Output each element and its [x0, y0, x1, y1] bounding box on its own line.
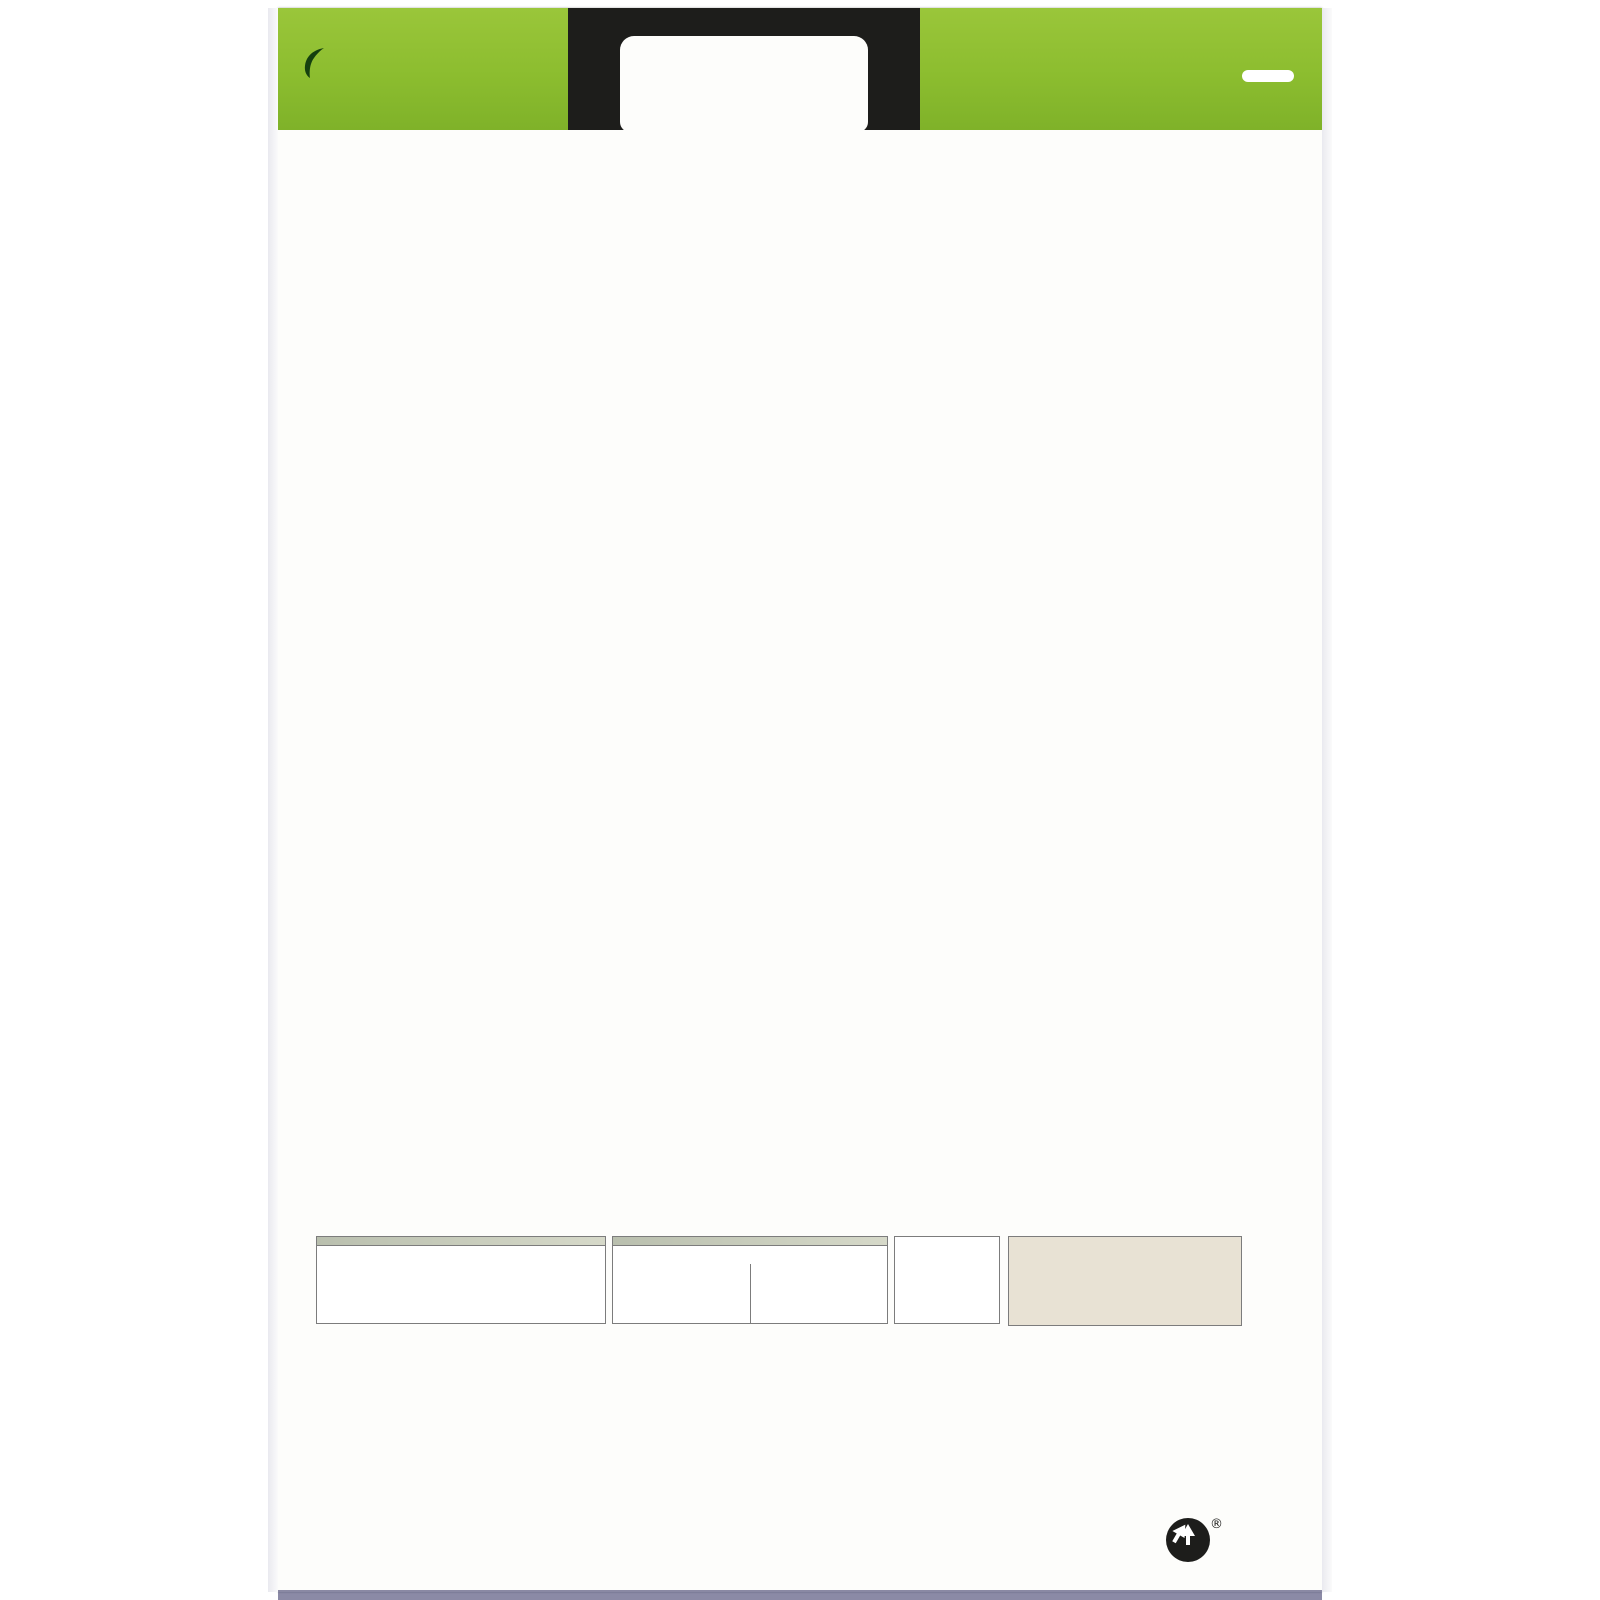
- recycle-icon: [1160, 1512, 1224, 1566]
- germination-title: [613, 1237, 887, 1246]
- seed-needed-title: [317, 1237, 605, 1246]
- packet-edge-left: [268, 8, 278, 1592]
- hang-tab: [568, 8, 920, 130]
- barcode-bars: [324, 1394, 588, 1512]
- germination-box: [612, 1236, 888, 1324]
- seeds-per-gram-box: [894, 1236, 1000, 1324]
- packet-header: [278, 8, 1322, 130]
- packet-bottom-edge: [278, 1590, 1322, 1600]
- side-legal-text: [1318, 0, 1336, 184]
- seed-packet: [278, 8, 1322, 1592]
- hang-hole-neck: [696, 64, 792, 130]
- info-bar: [316, 1236, 1240, 1328]
- svg-text:®: ®: [1210, 1517, 1223, 1532]
- seed-photo: [1008, 1236, 1242, 1326]
- seed-needed-box: [316, 1236, 606, 1324]
- barcode: [316, 1394, 596, 1544]
- packet-edge-right: [1322, 8, 1332, 1592]
- leaf-icon: [302, 46, 328, 80]
- bottom-section: [316, 1394, 1244, 1574]
- product-code: [1242, 70, 1294, 82]
